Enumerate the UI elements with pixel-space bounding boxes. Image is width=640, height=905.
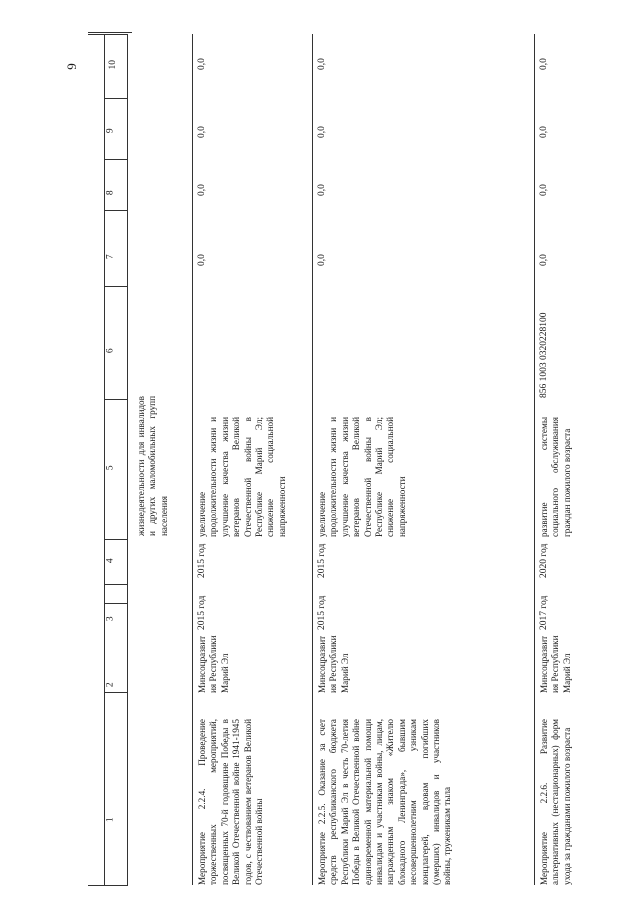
row-executor-2-2-4: Минсоцразвития Республики Марий Эл (197, 635, 230, 693)
row-value-8-2-2-5: 0,0 (317, 184, 327, 196)
row-value-7-2-2-5: 0,0 (317, 254, 327, 266)
row-value-10-2-2-6: 0,0 (539, 58, 549, 70)
row-executor-2-2-6: Минсоцразвития Республики Марий Эл (539, 635, 572, 693)
row-value-7-2-2-4: 0,0 (197, 254, 207, 266)
row-separator-3 (534, 34, 535, 885)
row-value-9-2-2-6: 0,0 (539, 126, 549, 138)
col-header-9: 9 (105, 128, 116, 134)
row-start-2-2-4: 2015 год (197, 595, 207, 630)
header-sep-1 (104, 692, 127, 693)
col-header-4: 4 (105, 558, 116, 564)
row-value-10-2-2-5: 0,0 (317, 58, 327, 70)
header-sep-8 (104, 159, 127, 160)
header-sep-4 (104, 539, 127, 540)
page-number: 9 (63, 63, 79, 70)
row-value-9-2-2-4: 0,0 (197, 126, 207, 138)
row-start-2-2-5: 2015 год (317, 595, 327, 630)
table-top-border (88, 32, 132, 33)
row-measure-2-2-5: Мероприятие 2.2.5. Оказание за счет средств республиканского бюджета Республики Марий Эл в честь 70-летия Победы в Великой Отечественной войне единовременной материальной помощи инвалидам и участникам войны, лицам, награжденным знаком «Жителю блокадного Ленинграда», бывшим несовершеннолетним узникам концлагерей, вдовам погибших (умерших) инвалидов и участников войны, труженикам тыла (317, 719, 453, 885)
row-executor-2-2-5: Минсоцразвития Республики Марий Эл (317, 635, 350, 693)
row-code-2-2-6: 856 1003 0320228100 (539, 312, 549, 398)
col-header-7: 7 (105, 254, 116, 260)
header-sep-9 (104, 98, 127, 99)
header-sep-7 (104, 210, 127, 211)
col-header-8: 8 (105, 190, 116, 196)
row-value-10-2-2-4: 0,0 (197, 58, 207, 70)
row-value-8-2-2-4: 0,0 (197, 184, 207, 196)
table-bottom-border (88, 885, 128, 886)
continuation-result-text: жизнедеятельности для инвалидов и других маломобильных групп населения (136, 396, 169, 536)
row-end-2-2-5: 2015 год (317, 543, 327, 578)
header-sep-3 (104, 584, 127, 585)
row-value-9-2-2-5: 0,0 (317, 126, 327, 138)
row-result-2-2-4: увеличение продолжительности жизни и улучшение качества жизни ветеранов Великой Отечественной войны в Республике Марий Эл; снижение социальной напряженности (197, 417, 287, 537)
row-end-2-2-4: 2015 год (197, 543, 207, 578)
col-header-5: 5 (105, 465, 116, 471)
row-measure-2-2-6: Мероприятие 2.2.6. Развитие альтернативных (нестационарных) форм ухода за гражданами пожилого возраста (539, 719, 572, 885)
col-header-10: 10 (108, 60, 118, 70)
col-header-6: 6 (105, 348, 116, 354)
row-value-7-2-2-6: 0,0 (539, 254, 549, 266)
header-sep-6 (104, 286, 127, 287)
header-sep-5 (104, 399, 127, 400)
col-header-3: 3 (105, 616, 116, 622)
row-measure-2-2-4: Мероприятие 2.2.4. Проведение торжественных мероприятий, посвященных 70-й годовщине Победы в Великой Отечественной войне 1941-1945 годов, с чествованием ветеранов Великой Отечественной войны (197, 719, 265, 885)
table-top-border-long (88, 34, 128, 35)
row-result-2-2-5: увеличение продолжительности жизни и улучшение качества жизни ветеранов Великой Отечественной войны в Республике Марий Эл; снижение социальной напряженности (317, 417, 407, 537)
col-header-1: 1 (105, 817, 116, 823)
row-result-2-2-6: развитие системы социального обслуживания граждан пожилого возраста (539, 417, 572, 537)
header-sep-2 (104, 603, 127, 604)
header-col-left-border (104, 34, 105, 885)
row-value-8-2-2-6: 0,0 (539, 184, 549, 196)
row-start-2-2-6: 2017 год (539, 595, 549, 630)
header-col-right-border (127, 34, 128, 885)
col-header-2: 2 (105, 682, 116, 688)
row-end-2-2-6: 2020 год (539, 543, 549, 578)
row-separator-2 (312, 34, 313, 885)
row-separator-1 (192, 34, 193, 885)
